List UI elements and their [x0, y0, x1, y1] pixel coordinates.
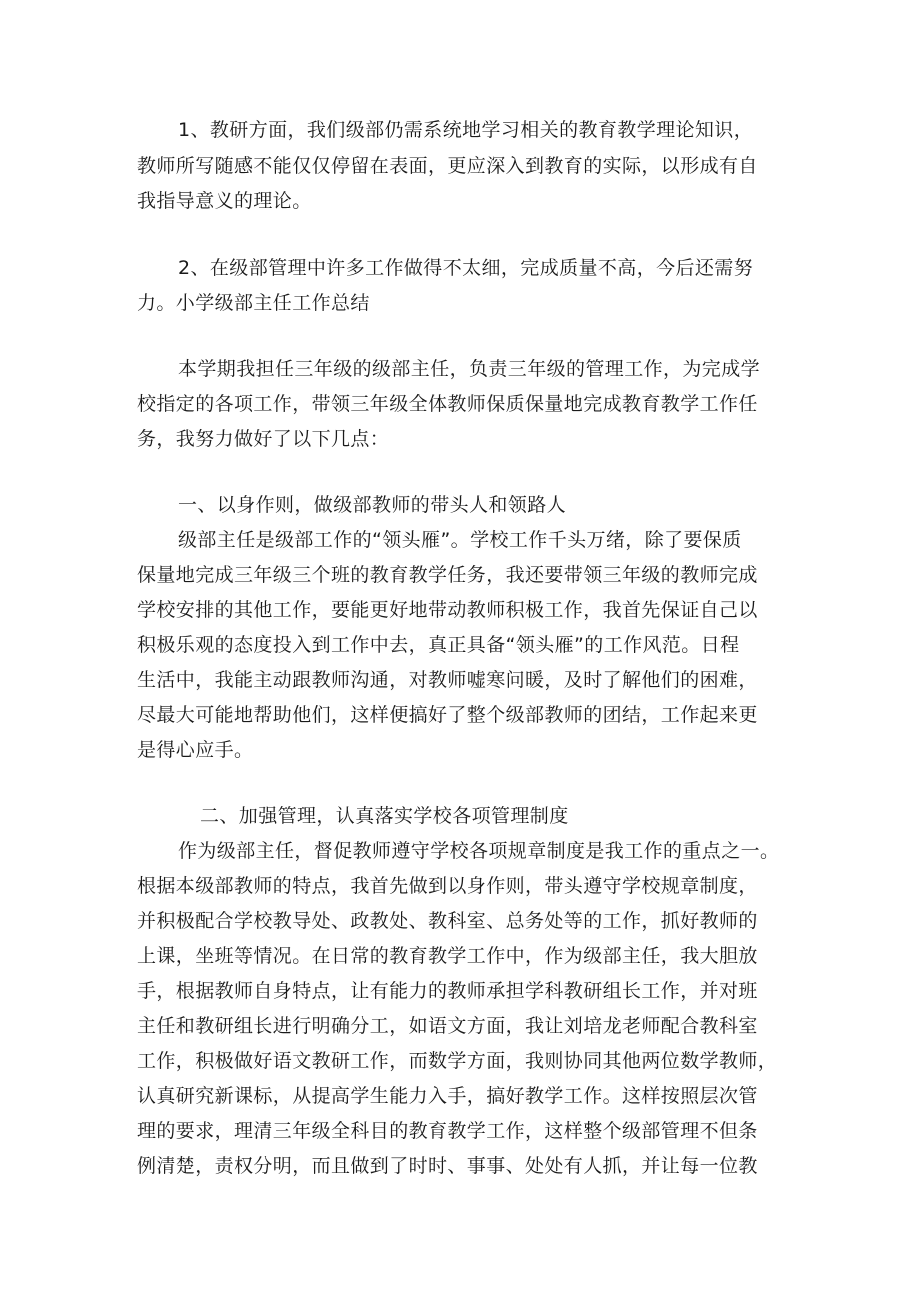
- text-line: 主任和教研组长进行明确分工，如语文方面，我让刘培龙老师配合教科室: [137, 1015, 758, 1037]
- text-line: 作为级部主任，督促教师遵守学校各项规章制度是我工作的重点之一。: [178, 840, 780, 862]
- text-line: 教师所写随感不能仅仅停留在表面，更应深入到教育的实际，以形成有自: [137, 155, 758, 177]
- text-line: 根据本级部教师的特点，我首先做到以身作则，带头遵守学校规章制度，: [137, 875, 758, 897]
- text-line: 级部主任是级部工作的“领头雁”。学校工作千头万绪，除了要保质: [178, 529, 742, 551]
- text-line: 手，根据教师自身特点，让有能力的教师承担学科教研组长工作，并对班: [137, 980, 758, 1002]
- text-line: 积极乐观的态度投入到工作中去，真正具备“领头雁”的工作风范。日程: [137, 634, 740, 656]
- section-heading: 一、以身作则，做级部教师的带头人和领路人: [178, 494, 567, 516]
- text-line: 1、教研方面，我们级部仍需系统地学习相关的教育教学理论知识，: [178, 119, 754, 141]
- text-line: 保量地完成三年级三个班的教育教学任务，我还要带领三年级的教师完成: [137, 564, 758, 586]
- text-line: 工作，积极做好语文教研工作，而数学方面，我则协同其他两位数学教师，: [137, 1050, 778, 1072]
- text-line: 认真研究新课标，从提高学生能力入手，搞好教学工作。这样按照层次管: [137, 1085, 758, 1107]
- text-line: 生活中，我能主动跟教师沟通，对教师嘘寒问暖，及时了解他们的困难，: [137, 669, 758, 691]
- text-line: 本学期我担任三年级的级部主任，负责三年级的管理工作，为完成学: [178, 358, 761, 380]
- text-line: 并积极配合学校教导处、政教处、教科室、总务处等的工作，抓好教师的: [137, 910, 758, 932]
- text-line: 务，我努力做好了以下几点：: [137, 428, 390, 450]
- text-line: 上课，坐班等情况。在日常的教育教学工作中，作为级部主任，我大胆放: [137, 945, 758, 967]
- text-line: 尽最大可能地帮助他们，这样便搞好了整个级部教师的团结，工作起来更: [137, 704, 758, 726]
- text-line: 校指定的各项工作，带领三年级全体教师保质保量地完成教育教学工作任: [137, 393, 758, 415]
- text-line: 是得心应手。: [137, 739, 254, 761]
- text-line: 例清楚，责权分明，而且做到了时时、事事、处处有人抓，并让每一位教: [137, 1155, 758, 1177]
- text-line: 力。小学级部主任工作总结: [137, 292, 370, 314]
- text-line: 2、在级部管理中许多工作做得不太细，完成质量不高，今后还需努: [178, 257, 754, 279]
- text-line: 理的要求，理清三年级全科目的教育教学工作，这样整个级部管理不但条: [137, 1120, 758, 1142]
- section-heading: 二、加强管理，认真落实学校各项管理制度: [200, 805, 569, 827]
- text-line: 学校安排的其他工作，要能更好地带动教师积极工作，我首先保证自己以: [137, 599, 758, 621]
- text-line: 我指导意义的理论。: [137, 190, 312, 212]
